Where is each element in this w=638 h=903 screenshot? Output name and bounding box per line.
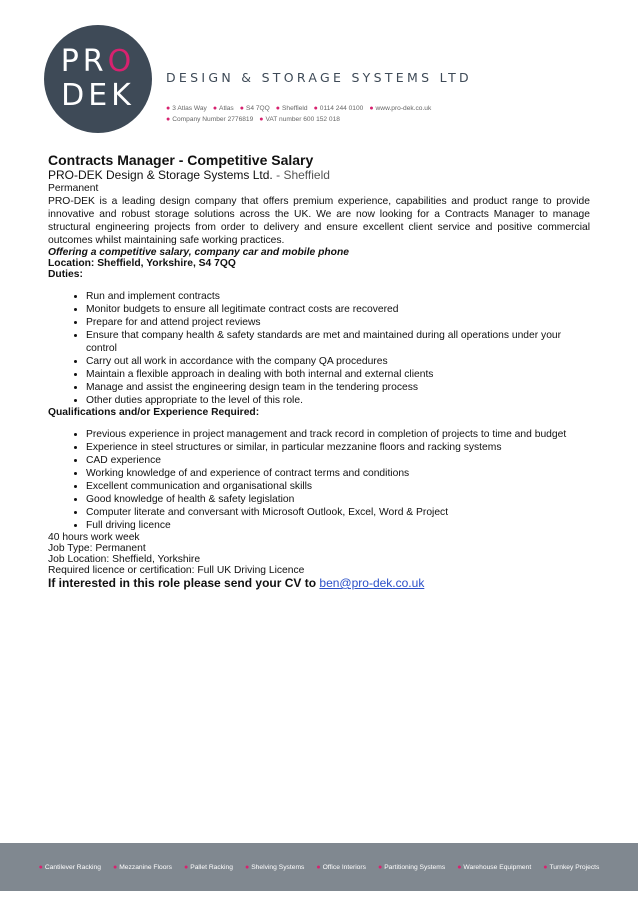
bullet-dot-icon: ●	[184, 863, 189, 871]
contact-item-text: Sheffield	[282, 105, 308, 112]
employment-type: Permanent	[48, 183, 99, 194]
bullet-dot-icon: ●	[112, 863, 118, 871]
contact-item-text: 0114 244 0100	[319, 105, 364, 112]
duty-item: • Manage and assist the engineering design team in the tendering process	[86, 381, 590, 394]
logo-top-accent: O	[107, 44, 136, 79]
bullet-dot-icon: ●	[38, 863, 43, 871]
job-type: Job Type: Permanent	[48, 543, 146, 554]
duty-item: • Maintain a flexible approach in dealing with both internal and external clients	[86, 368, 590, 381]
contact-item	[240, 105, 270, 112]
bullet-dot-icon: ●	[166, 116, 171, 123]
qualification-item: • Full driving licence	[86, 519, 590, 532]
footer-service-item-text: Pallet Racking	[190, 863, 233, 871]
footer-service-item	[184, 864, 233, 871]
duty-item: • Prepare for and attend project reviews	[86, 316, 590, 329]
bullet-dot-icon: ●	[543, 863, 548, 871]
contact-item	[213, 105, 234, 112]
footer-service-item	[543, 864, 599, 871]
qualification-item: • Excellent communication and organisational skills	[86, 480, 590, 493]
footer-service-item	[378, 864, 445, 871]
contact-item	[276, 105, 308, 112]
footer-service-item	[113, 864, 172, 871]
qualifications-list	[48, 428, 590, 532]
contact-item	[259, 116, 340, 123]
call-to-action	[48, 576, 590, 590]
footer-service-item	[316, 864, 366, 871]
contact-item-text: VAT number 600 152 018	[265, 116, 340, 123]
bullet-dot-icon: ●	[457, 863, 462, 871]
footer-service-item-text: Mezzanine Floors	[119, 863, 172, 871]
contact-line-2	[166, 114, 437, 125]
bullet-dot-icon: ●	[377, 863, 383, 871]
qualification-item: • Working knowledge of and experience of contract terms and conditions	[86, 467, 590, 480]
services-footer	[0, 843, 638, 891]
job-posting	[48, 152, 590, 590]
bullet-dot-icon: ●	[212, 105, 218, 112]
qualification-item: • Experience in steel structures or similar, in particular mezzanine floors and racking systems	[86, 441, 590, 454]
contact-item	[166, 105, 207, 112]
cta-text: If interested in this role please send your CV to	[48, 576, 317, 590]
logo-bottom-line: DEK	[61, 78, 135, 113]
bullet-dot-icon: ●	[244, 863, 250, 871]
duties-list	[48, 290, 590, 407]
qualification-item: • Good knowledge of health & safety legislation	[86, 493, 590, 506]
contact-item-text: Atlas	[219, 105, 234, 112]
job-offer: Offering a competitive salary, company car and mobile phone	[48, 247, 349, 258]
employer-line	[48, 168, 590, 182]
bullet-dot-icon: ●	[259, 116, 264, 123]
logo-top-left: PR	[60, 44, 108, 79]
bullet-dot-icon: ●	[239, 105, 244, 112]
footer-service-item-text: Partitioning Systems	[384, 863, 446, 871]
bullet-dot-icon: ●	[166, 105, 171, 112]
footer-service-item-text: Warehouse Equipment	[463, 863, 532, 871]
contact-item-text: www.pro-dek.co.uk	[375, 105, 432, 112]
company-logo	[44, 25, 152, 133]
bullet-dot-icon: ●	[369, 105, 374, 112]
licence-requirement: Required licence or certification: Full UK Driving Licence	[48, 565, 305, 576]
footer-service-item	[245, 864, 304, 871]
footer-service-item	[39, 864, 101, 871]
footer-service-item-text: Cantilever Racking	[44, 863, 101, 871]
hours: 40 hours work week	[48, 532, 140, 543]
job-location: Job Location: Sheffield, Yorkshire	[48, 554, 201, 565]
cta-email-link[interactable]: ben@pro-dek.co.uk	[319, 576, 425, 590]
job-intro: PRO-DEK is a leading design company that offers premium experience, capabilities and product range to provide innovative and robust storage solutions across the UK. We are now looking for a Contracts Manager to manage structural engineering projects from order to delivery and ensure excellent client service and positive commercial outcomes whilst maintaining safe working practices.	[48, 196, 590, 246]
contact-details	[166, 103, 437, 125]
duty-item: • Carry out all work in accordance with the company QA procedures	[86, 355, 590, 368]
contact-item-text: S4 7QQ	[245, 105, 270, 112]
employer-location: - Sheffield	[276, 168, 330, 182]
footer-service-item-text: Shelving Systems	[251, 863, 305, 871]
bullet-dot-icon: ●	[275, 105, 281, 112]
contact-item-text: 3 Atlas Way	[172, 105, 207, 112]
footer-service-item-text: Office Interiors	[322, 863, 366, 871]
qualification-item: • Computer literate and conversant with Microsoft Outlook, Excel, Word & Project	[86, 506, 590, 519]
duty-item: • Monitor budgets to ensure all legitimate contract costs are recovered	[86, 303, 590, 316]
contact-item	[369, 105, 431, 112]
bullet-dot-icon: ●	[313, 105, 318, 112]
qualification-item: • CAD experience	[86, 454, 590, 467]
bullet-dot-icon: ●	[316, 863, 321, 871]
logo-top-line	[60, 44, 136, 79]
qualification-item: • Previous experience in project management and track record in completion of projects to time and budget	[86, 428, 590, 441]
footer-service-item	[457, 864, 531, 871]
duty-item: • Other duties appropriate to the level of this role.	[86, 394, 590, 407]
duty-item: • Ensure that company health & safety standards are met and maintained during all operations under your control	[86, 329, 590, 355]
contact-item	[166, 116, 253, 123]
company-name: DESIGN & STORAGE SYSTEMS LTD	[166, 70, 472, 85]
employer-name: PRO-DEK Design & Storage Systems Ltd.	[48, 168, 273, 182]
duty-item: • Run and implement contracts	[86, 290, 590, 303]
contact-item-text: Company Number 2776819	[172, 116, 254, 123]
contact-line-1	[166, 103, 437, 114]
qualifications-heading: Qualifications and/or Experience Required:	[48, 407, 260, 418]
duties-heading: Duties:	[48, 269, 83, 280]
footer-service-item-text: Turnkey Projects	[549, 863, 600, 871]
job-location-bold: Location: Sheffield, Yorkshire, S4 7QQ	[48, 258, 236, 269]
job-title: Contracts Manager - Competitive Salary	[48, 152, 314, 168]
contact-item	[314, 105, 364, 112]
